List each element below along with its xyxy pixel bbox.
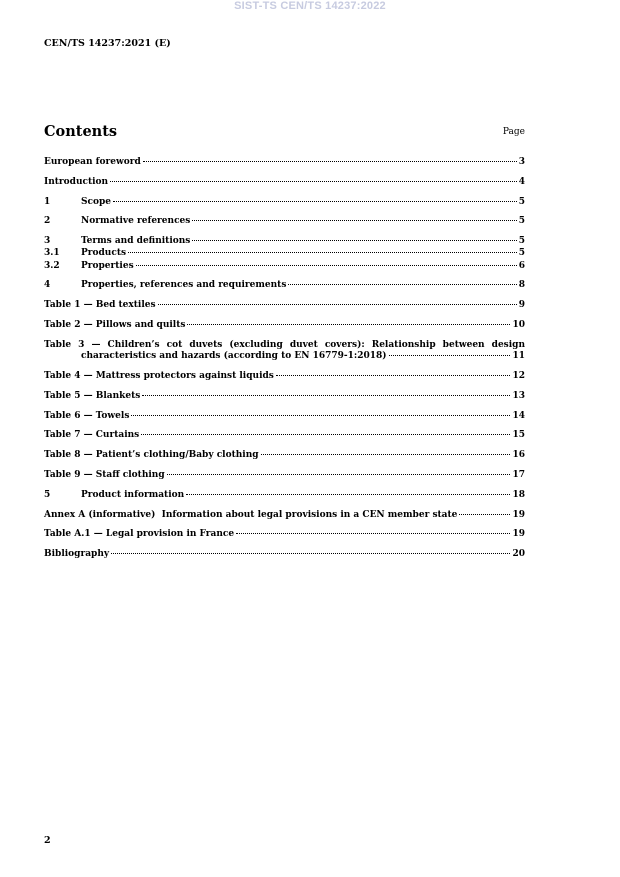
toc-entry-title: Table 2 — Pillows and quilts	[44, 319, 186, 330]
toc-entry-title: Introduction	[44, 176, 109, 187]
toc-entry-title: Terms and definitions	[81, 236, 191, 247]
toc-entry-page: 5	[518, 248, 525, 259]
toc-entry-page: 19	[512, 529, 525, 540]
toc-entry-title: Product information	[81, 489, 185, 500]
toc-entry-title: Properties, references and requirements	[81, 280, 287, 291]
toc-entry-table-6[interactable]	[44, 411, 525, 423]
toc-entry-page: 9	[518, 300, 525, 311]
toc-leader-dots	[143, 161, 517, 162]
toc-entry-title: Annex A (informative) Information about legal provisions in a CEN member state	[44, 509, 458, 520]
toc-leader-dots	[128, 252, 517, 253]
toc-entry-number: 3.2	[44, 260, 60, 271]
toc-leader-dots	[459, 514, 510, 515]
toc-entry-properties-references-requirements[interactable]	[44, 280, 525, 292]
toc-entry-scope[interactable]	[44, 197, 525, 209]
toc-entry-annex-a[interactable]	[44, 510, 525, 522]
toc-entry-page: 5	[518, 216, 525, 227]
toc-entry-title: Table 5 — Blankets	[44, 390, 141, 401]
toc-entry-title: Bibliography	[44, 549, 110, 560]
toc-leader-dots	[276, 375, 511, 376]
toc-leader-dots	[186, 494, 510, 495]
toc-entry-title: European foreword	[44, 157, 141, 167]
toc-entry-title: Table 1 — Bed textiles	[44, 300, 156, 311]
toc-entry-page: 19	[512, 509, 525, 520]
toc-entry-title-line-1: Table 3 — Children’s cot duvets (excluding duvet covers): Relationship between design	[44, 339, 525, 350]
toc-entry-table-9[interactable]	[44, 470, 525, 482]
toc-entry-title-line-2: characteristics and hazards (according to EN 16779-1:2018)	[81, 351, 387, 362]
toc-entry-page: 20	[512, 549, 525, 560]
toc-entry-number: 4	[44, 280, 51, 291]
toc-entry-page: 5	[518, 236, 525, 247]
toc-entry-title: Scope	[81, 196, 112, 207]
toc-entry-title: Normative references	[81, 216, 191, 227]
toc-entry-title: Table 9 — Staff clothing	[44, 470, 165, 481]
toc-leader-dots	[167, 474, 511, 475]
toc-entry-european-foreword[interactable]	[44, 157, 525, 169]
toc-leader-dots	[111, 553, 510, 554]
document-id: CEN/TS 14237:2021 (E)	[44, 38, 171, 49]
table-of-contents	[44, 157, 525, 561]
toc-entry-page: 5	[518, 196, 525, 207]
toc-entry-page: 13	[512, 390, 525, 401]
toc-entry-page: 15	[512, 430, 525, 441]
toc-entry-title: Table 6 — Towels	[44, 410, 130, 421]
toc-entry-number: 1	[44, 196, 51, 207]
toc-entry-page: 10	[512, 319, 525, 330]
toc-entry-table-4[interactable]	[44, 371, 525, 383]
toc-leader-dots	[142, 395, 510, 396]
toc-entry-normative-references[interactable]	[44, 216, 525, 228]
toc-entry-title: Products	[81, 248, 127, 259]
toc-entry-introduction[interactable]	[44, 177, 525, 189]
toc-entry-page: 16	[512, 450, 525, 461]
toc-entry-title: Table 4 — Mattress protectors against liquids	[44, 371, 274, 382]
contents-heading: Contents	[44, 123, 118, 140]
toc-leader-dots	[110, 181, 517, 182]
toc-entry-bibliography[interactable]	[44, 549, 525, 561]
toc-entry-table-a1[interactable]	[44, 529, 525, 541]
toc-leader-dots	[113, 201, 517, 202]
toc-entry-table-8[interactable]	[44, 450, 525, 462]
toc-leader-dots	[136, 265, 517, 266]
toc-entry-page: 4	[518, 176, 525, 187]
toc-leader-dots	[158, 304, 517, 305]
watermark: SIST-TS CEN/TS 14237:2022	[234, 0, 386, 12]
toc-entry-product-information[interactable]	[44, 490, 525, 502]
toc-entry-page: 17	[512, 470, 525, 481]
toc-leader-dots	[192, 240, 516, 241]
toc-entry-table-5[interactable]	[44, 391, 525, 403]
toc-leader-dots	[192, 220, 516, 221]
toc-leader-dots	[131, 415, 510, 416]
toc-entry-title: Properties	[81, 260, 134, 271]
toc-entry-title: Table 7 — Curtains	[44, 430, 140, 441]
toc-leader-dots	[261, 454, 511, 455]
page-column-label: Page	[502, 127, 525, 137]
toc-entry-terms-and-definitions[interactable]	[44, 236, 525, 248]
toc-entry-products[interactable]	[44, 248, 525, 260]
toc-entry-table-7[interactable]	[44, 430, 525, 442]
toc-entry-page: 6	[518, 260, 525, 271]
toc-leader-dots	[187, 324, 510, 325]
toc-leader-dots	[389, 355, 511, 356]
toc-entry-page: 11	[512, 351, 525, 362]
toc-leader-dots	[288, 284, 516, 285]
toc-entry-page: 14	[512, 410, 525, 421]
toc-entry-table-1[interactable]	[44, 300, 525, 312]
toc-entry-number: 5	[44, 489, 51, 500]
toc-entry-number: 3.1	[44, 248, 60, 259]
toc-entry-number: 3	[44, 236, 51, 247]
toc-entry-page: 8	[518, 280, 525, 291]
toc-entry-title: Table 8 — Patient’s clothing/Baby clothing	[44, 450, 259, 461]
toc-entry-page: 3	[518, 157, 525, 167]
page-number: 2	[44, 835, 51, 846]
toc-entry-title: Table A.1 — Legal provision in France	[44, 529, 235, 540]
toc-leader-dots	[141, 434, 510, 435]
toc-entry-table-2[interactable]	[44, 320, 525, 332]
toc-leader-dots	[236, 533, 510, 534]
toc-entry-page: 18	[512, 489, 525, 500]
toc-entry-table-3[interactable]	[44, 340, 525, 363]
toc-entry-properties[interactable]	[44, 261, 525, 273]
toc-entry-page: 12	[512, 371, 525, 382]
toc-entry-number: 2	[44, 216, 51, 227]
